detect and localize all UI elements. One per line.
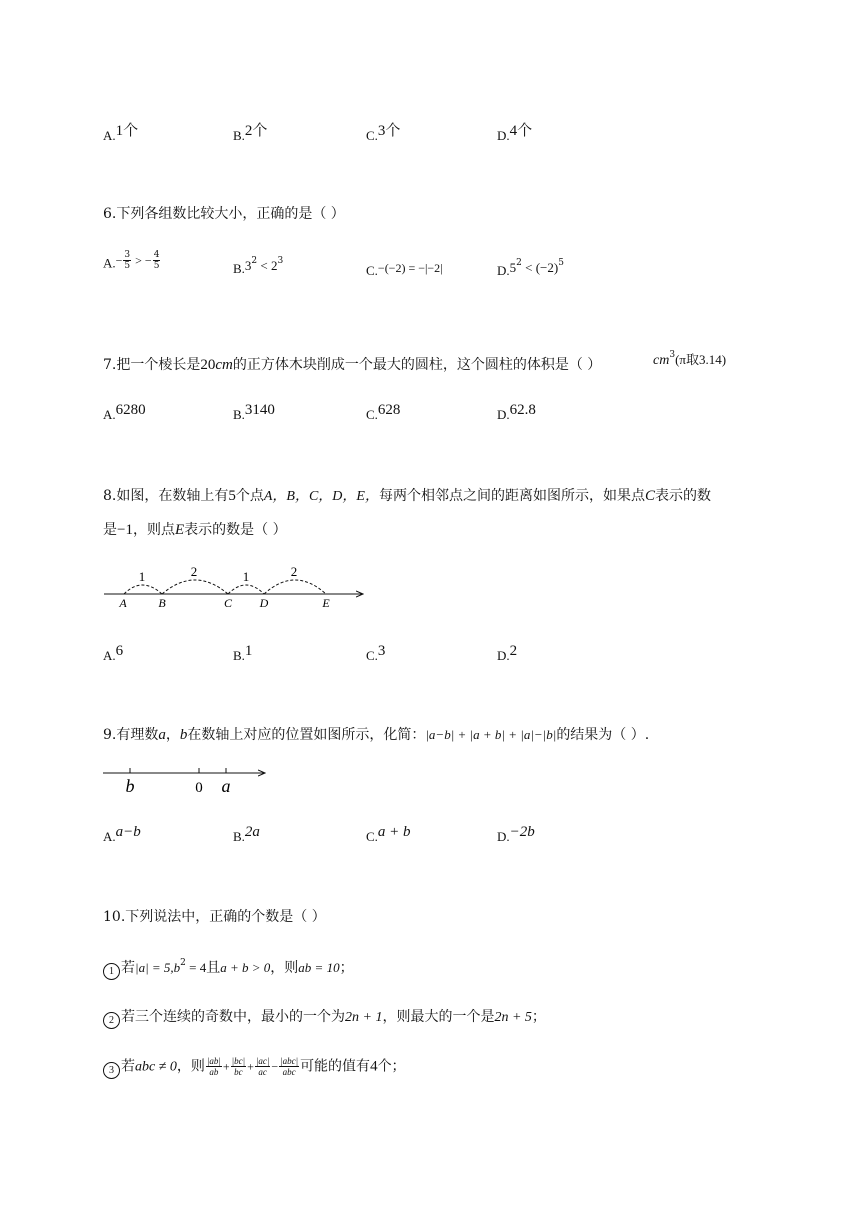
q8-option-c xyxy=(366,641,385,666)
option-label: D. xyxy=(497,263,510,278)
q6-option-a: A.− $\frac{3}{5}$ > − $\frac{4}{5}$ xyxy=(103,250,160,271)
fraction: $\frac{|ab|}{ab}$ xyxy=(206,1056,221,1077)
option-label: B. xyxy=(233,829,245,844)
option-label: C. xyxy=(366,128,378,143)
gap-label-de: 2 xyxy=(290,564,298,579)
q9-number-line-figure xyxy=(100,760,272,798)
q8-option-d xyxy=(497,641,517,666)
q7-unit-note: $cm^3(\pi$取3.14) xyxy=(653,350,727,368)
point-label-a: A xyxy=(119,596,127,610)
q7-stem: 7.把一个棱长是20cm的正方体木块削成一个最大的圆柱，这个圆柱的体积是（ ） xyxy=(103,357,602,373)
q9-option-a xyxy=(103,822,141,847)
q9-option-d xyxy=(497,822,535,847)
option-value: a + b xyxy=(377,824,411,840)
q5-option-d xyxy=(497,121,532,146)
q8-number-line-figure xyxy=(100,560,370,612)
q8-option-b xyxy=(233,641,252,666)
label-zero: 0 xyxy=(195,780,203,796)
arc-b-c xyxy=(162,580,228,594)
q7-option-b xyxy=(233,400,275,425)
point-label-d: D xyxy=(259,596,269,610)
q8-stem-line1: 8.如图，在数轴上有5个点A，B，C，D，E，每两个相邻点之间的距离如图所示，如果点C表示的数 xyxy=(103,488,711,504)
q6-option-b: $B.3^2 < 2^3$ xyxy=(233,256,284,276)
option-value: 2a xyxy=(244,824,260,840)
q8-stem-line2: 是−1，则点E表示的数是（ ） xyxy=(103,522,287,538)
gap-label-ab: 1 xyxy=(138,569,146,584)
q5-option-b xyxy=(233,121,267,146)
fraction: $\frac{|bc|}{bc}$ xyxy=(231,1056,246,1077)
fraction: $\frac{3}{5}$ xyxy=(124,250,131,271)
label-a: a xyxy=(221,776,231,796)
option-value: 2个 xyxy=(244,123,268,139)
arc-d-e xyxy=(264,580,326,594)
option-label: A. xyxy=(103,648,116,663)
option-value: 62.8 xyxy=(509,402,536,418)
option-label: B. xyxy=(233,648,245,663)
q8-option-a xyxy=(103,641,123,666)
option-value: a−b xyxy=(115,824,141,840)
option-value: −2b xyxy=(509,824,535,840)
option-label: D. xyxy=(497,829,510,844)
point-label-b: B xyxy=(158,596,166,610)
gap-label-cd: 1 xyxy=(242,569,250,584)
fraction: $\frac{4}{5}$ xyxy=(153,250,160,271)
option-value: 6280 xyxy=(115,402,146,418)
q5-option-c xyxy=(366,121,400,146)
point-label-c: C xyxy=(223,596,233,610)
option-label: B. xyxy=(233,261,245,276)
option-label: A. xyxy=(103,829,116,844)
option-label: D. xyxy=(497,128,510,143)
option-label: B. xyxy=(233,128,245,143)
q10-statement-1: 1 若$|a| = 5,b^2 = 4$且a + b > 0，则ab = 10； xyxy=(103,958,354,980)
option-label: A. xyxy=(103,255,116,271)
q6-option-c: C.−(−2) = −|−2| xyxy=(366,261,443,278)
q6-option-d: $D.5^2 < (-2)^5$ xyxy=(497,258,564,278)
option-value: 6 xyxy=(115,643,124,659)
arc-c-d xyxy=(228,585,264,594)
option-label: B. xyxy=(233,407,245,422)
option-label: C. xyxy=(366,648,378,663)
option-label: A. xyxy=(103,407,116,422)
option-value: 3140 xyxy=(244,402,275,418)
option-value: 4个 xyxy=(509,123,533,139)
q6-stem: 6.下列各组数比较大小，正确的是（ ） xyxy=(103,206,345,222)
circled-number-3: 3 xyxy=(103,1062,120,1079)
option-label: C. xyxy=(366,829,378,844)
option-value: 3 xyxy=(377,643,386,659)
q7-option-c xyxy=(366,400,400,425)
option-value: 1 xyxy=(244,643,253,659)
fraction: $\frac{\text{|abc|}}{\text{abc}}$ xyxy=(280,1056,299,1077)
q9-option-c xyxy=(366,822,411,847)
option-value: 2 xyxy=(509,643,518,659)
q10-statement-2: 2 若三个连续的奇数中，最小的一个为2n + 1，则最大的一个是2n + 5； xyxy=(103,1007,546,1029)
q5-option-a xyxy=(103,121,138,146)
q10-statement-3: 3 若abc ≠ 0，则 $\frac{|ab|}{ab}$ + $\frac{|bc|}{bc}$ + $\frac{|ac|}{ac}$ − $\frac{\text{|abc|}}{\text{abc}}$ 可能的值有4个； xyxy=(103,1056,406,1079)
option-label: A. xyxy=(103,128,116,143)
q7-option-d xyxy=(497,400,536,425)
q9-stem: 9.有理数a，b在数轴上对应的位置如图所示，化简：|a−b| + |a + b| + |a|−|b|的结果为（ ）. xyxy=(103,727,650,743)
label-b: b xyxy=(125,776,135,796)
fraction: $\frac{|ac|}{ac}$ xyxy=(255,1056,270,1077)
option-value: 628 xyxy=(377,402,401,418)
option-label: D. xyxy=(497,648,510,663)
option-label: C. xyxy=(366,407,378,422)
arc-a-b xyxy=(124,585,162,594)
option-label: D. xyxy=(497,407,510,422)
q9-option-b xyxy=(233,822,260,847)
option-label: C. xyxy=(366,263,378,278)
q7-option-a xyxy=(103,400,146,425)
option-value: 1个 xyxy=(115,123,139,139)
point-label-e: E xyxy=(322,596,330,610)
circled-number-1: 1 xyxy=(103,963,120,980)
gap-label-bc: 2 xyxy=(190,564,198,579)
circled-number-2: 2 xyxy=(103,1012,120,1029)
option-value: 3个 xyxy=(377,123,401,139)
q10-stem: 10.下列说法中，正确的个数是（ ） xyxy=(103,909,326,925)
